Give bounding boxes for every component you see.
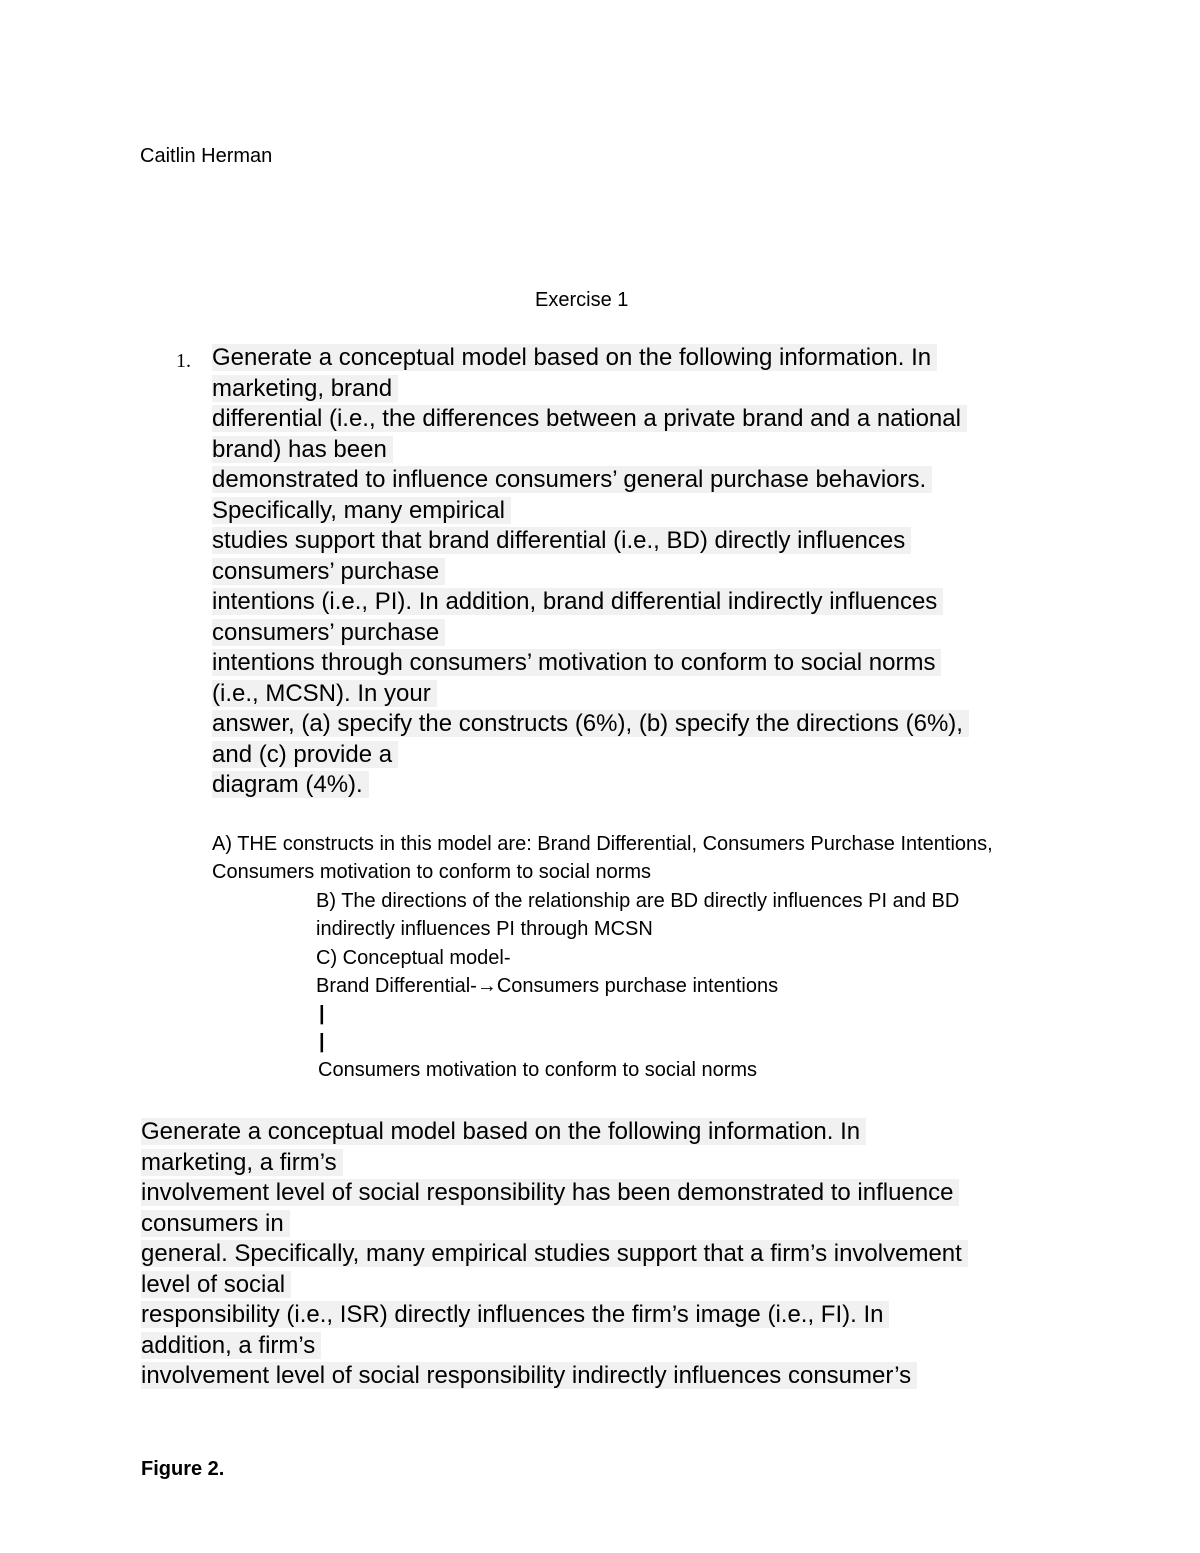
question-1-line: answer, (a) specify the constructs (6%), (b) specify the directions (6%), [212, 709, 969, 740]
answer-a-line-1: A) THE constructs in this model are: Brand Differential, Consumers Purchase Intentions, [212, 833, 993, 855]
question-1-line: diagram (4%). [212, 770, 969, 801]
question-1-line: demonstrated to influence consumers’ general purchase behaviors. [212, 465, 969, 496]
question-2-line: involvement level of social responsibility has been demonstrated to influence [141, 1178, 968, 1209]
diagram-source: Brand Differential- [316, 975, 477, 997]
question-1-line: intentions through consumers’ motivation to conform to social norms [212, 648, 969, 679]
answer-a [212, 830, 1072, 886]
conceptual-model-diagram [316, 944, 778, 1084]
diagram-connector: | [319, 1003, 325, 1025]
question-1-line: consumers’ purchase [212, 618, 969, 649]
diagram-target: Consumers purchase intentions [496, 975, 779, 997]
diagram-connector: | [319, 1031, 325, 1053]
question-2-line: Generate a conceptual model based on the following information. In [141, 1117, 968, 1148]
question-2-line: level of social [141, 1270, 968, 1301]
author-name: Caitlin Herman [140, 145, 273, 167]
arrow-right-icon: → [476, 975, 497, 997]
answer-a-line-2: Consumers motivation to conform to social norms [212, 861, 652, 883]
answer-b [316, 887, 959, 943]
question-number: 1. [176, 350, 191, 372]
question-2-line: marketing, a firm’s [141, 1148, 968, 1179]
question-1-text [212, 343, 969, 801]
question-1-line: Specifically, many empirical [212, 496, 969, 527]
question-2-line: consumers in [141, 1209, 968, 1240]
answer-b-line-1: B) The directions of the relationship are BD directly influences PI and BD [316, 890, 960, 912]
question-1-line: (i.e., MCSN). In your [212, 679, 969, 710]
exercise-title: Exercise 1 [535, 289, 629, 311]
diagram-mediator: Consumers motivation to conform to social norms [318, 1059, 758, 1081]
question-1-line: and (c) provide a [212, 740, 969, 771]
question-1-line: consumers’ purchase [212, 557, 969, 588]
question-1-line: marketing, brand [212, 374, 969, 405]
question-2-line: involvement level of social responsibility indirectly influences consumer’s [141, 1361, 968, 1392]
question-1-line: differential (i.e., the differences between a private brand and a national [212, 404, 969, 435]
question-2-text [141, 1117, 968, 1392]
question-1-line: intentions (i.e., PI). In addition, brand differential indirectly influences [212, 587, 969, 618]
answer-c-label: C) Conceptual model- [316, 947, 511, 969]
question-1-line: Generate a conceptual model based on the following information. In [212, 343, 969, 374]
question-2-line: general. Specifically, many empirical studies support that a firm’s involvement [141, 1239, 968, 1270]
question-2-line: responsibility (i.e., ISR) directly influences the firm’s image (i.e., FI). In [141, 1300, 968, 1331]
question-2-line: addition, a firm’s [141, 1331, 968, 1362]
answer-b-line-2: indirectly influences PI through MCSN [316, 918, 653, 940]
question-1-line: studies support that brand differential (i.e., BD) directly influences [212, 526, 969, 557]
figure-label: Figure 2. [141, 1458, 225, 1480]
question-1-line: brand) has been [212, 435, 969, 466]
diagram-top-row [316, 972, 778, 1000]
